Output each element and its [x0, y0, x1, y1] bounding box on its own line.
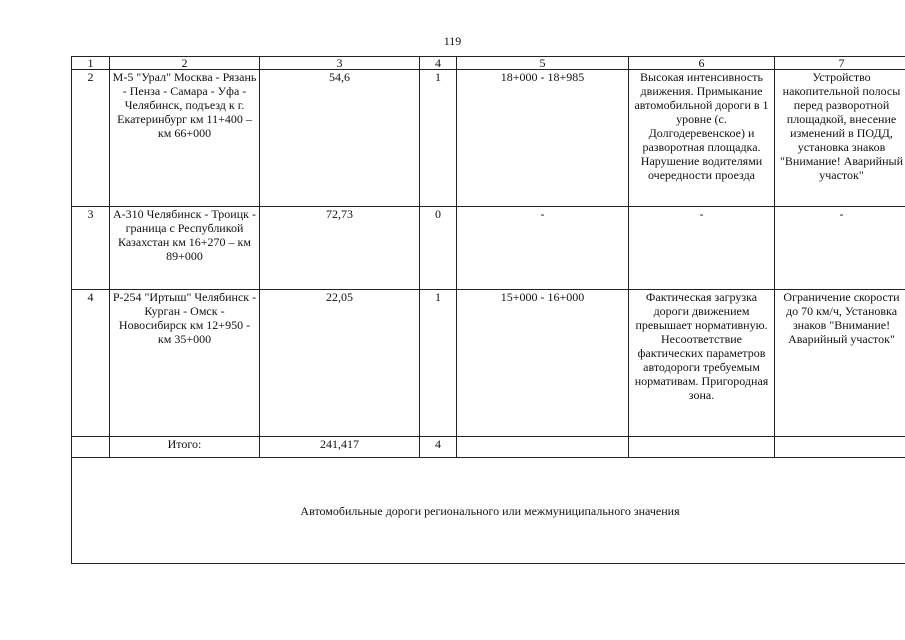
total-empty-cell: [629, 437, 775, 458]
accident-sites-table: [71, 56, 905, 564]
road-name: М-5 "Урал" Москва - Рязань - Пенза - Самара - Уфа - Челябинск, подъезд к г. Екатеринбург км 11+400 – км 66+000: [110, 70, 260, 207]
total-empty-cell: [72, 437, 110, 458]
site-location: 15+000 - 16+000: [457, 290, 629, 437]
accident-reason: -: [629, 207, 775, 290]
section-title: Автомобильные дороги регионального или межмуниципального значения: [72, 458, 905, 564]
planned-measures: -: [775, 207, 905, 290]
site-count: 1: [420, 290, 457, 437]
row-number: 4: [72, 290, 110, 437]
total-empty-cell: [457, 437, 629, 458]
column-number: 7: [775, 57, 905, 70]
total-empty-cell: [775, 437, 905, 458]
accident-reason: Высокая интенсивность движения. Примыкание автомобильной дороги в 1 уровне (с. Долгодеревенское) и разворотная площадка. Нарушение водителями очередности проезда: [629, 70, 775, 207]
row-number: 3: [72, 207, 110, 290]
table-row: [72, 70, 905, 207]
total-count: 4: [420, 437, 457, 458]
total-length: 241,417: [260, 437, 420, 458]
accident-reason: Фактическая загрузка дороги движением превышает нормативную. Несоответствие фактических параметров автодороги требуемым нормативам. Пригородная зона.: [629, 290, 775, 437]
column-number: 6: [629, 57, 775, 70]
page-number: 119: [443, 34, 462, 48]
site-count: 1: [420, 70, 457, 207]
planned-measures: Устройство накопительной полосы перед разворотной площадкой, внесение изменений в ПОДД, установка знаков "Внимание! Аварийный участок": [775, 70, 905, 207]
site-location: 18+000 - 18+985: [457, 70, 629, 207]
road-length: 72,73: [260, 207, 420, 290]
site-location: -: [457, 207, 629, 290]
column-number: 2: [110, 57, 260, 70]
road-name: А-310 Челябинск - Троицк - граница с Республикой Казахстан км 16+270 – км 89+000: [110, 207, 260, 290]
row-number: 2: [72, 70, 110, 207]
column-number: 3: [260, 57, 420, 70]
table-row: [72, 290, 905, 437]
road-length: 22,05: [260, 290, 420, 437]
total-row: [72, 437, 905, 458]
column-number: 1: [72, 57, 110, 70]
column-number: 5: [457, 57, 629, 70]
column-number-row: [72, 57, 905, 70]
total-label: Итого:: [110, 437, 260, 458]
column-number: 4: [420, 57, 457, 70]
road-length: 54,6: [260, 70, 420, 207]
planned-measures: Ограничение скорости до 70 км/ч, Установка знаков "Внимание! Аварийный участок": [775, 290, 905, 437]
section-row: [72, 458, 905, 564]
road-name: Р-254 "Иртыш" Челябинск - Курган - Омск - Новосибирск км 12+950 - км 35+000: [110, 290, 260, 437]
table-row: [72, 207, 905, 290]
site-count: 0: [420, 207, 457, 290]
